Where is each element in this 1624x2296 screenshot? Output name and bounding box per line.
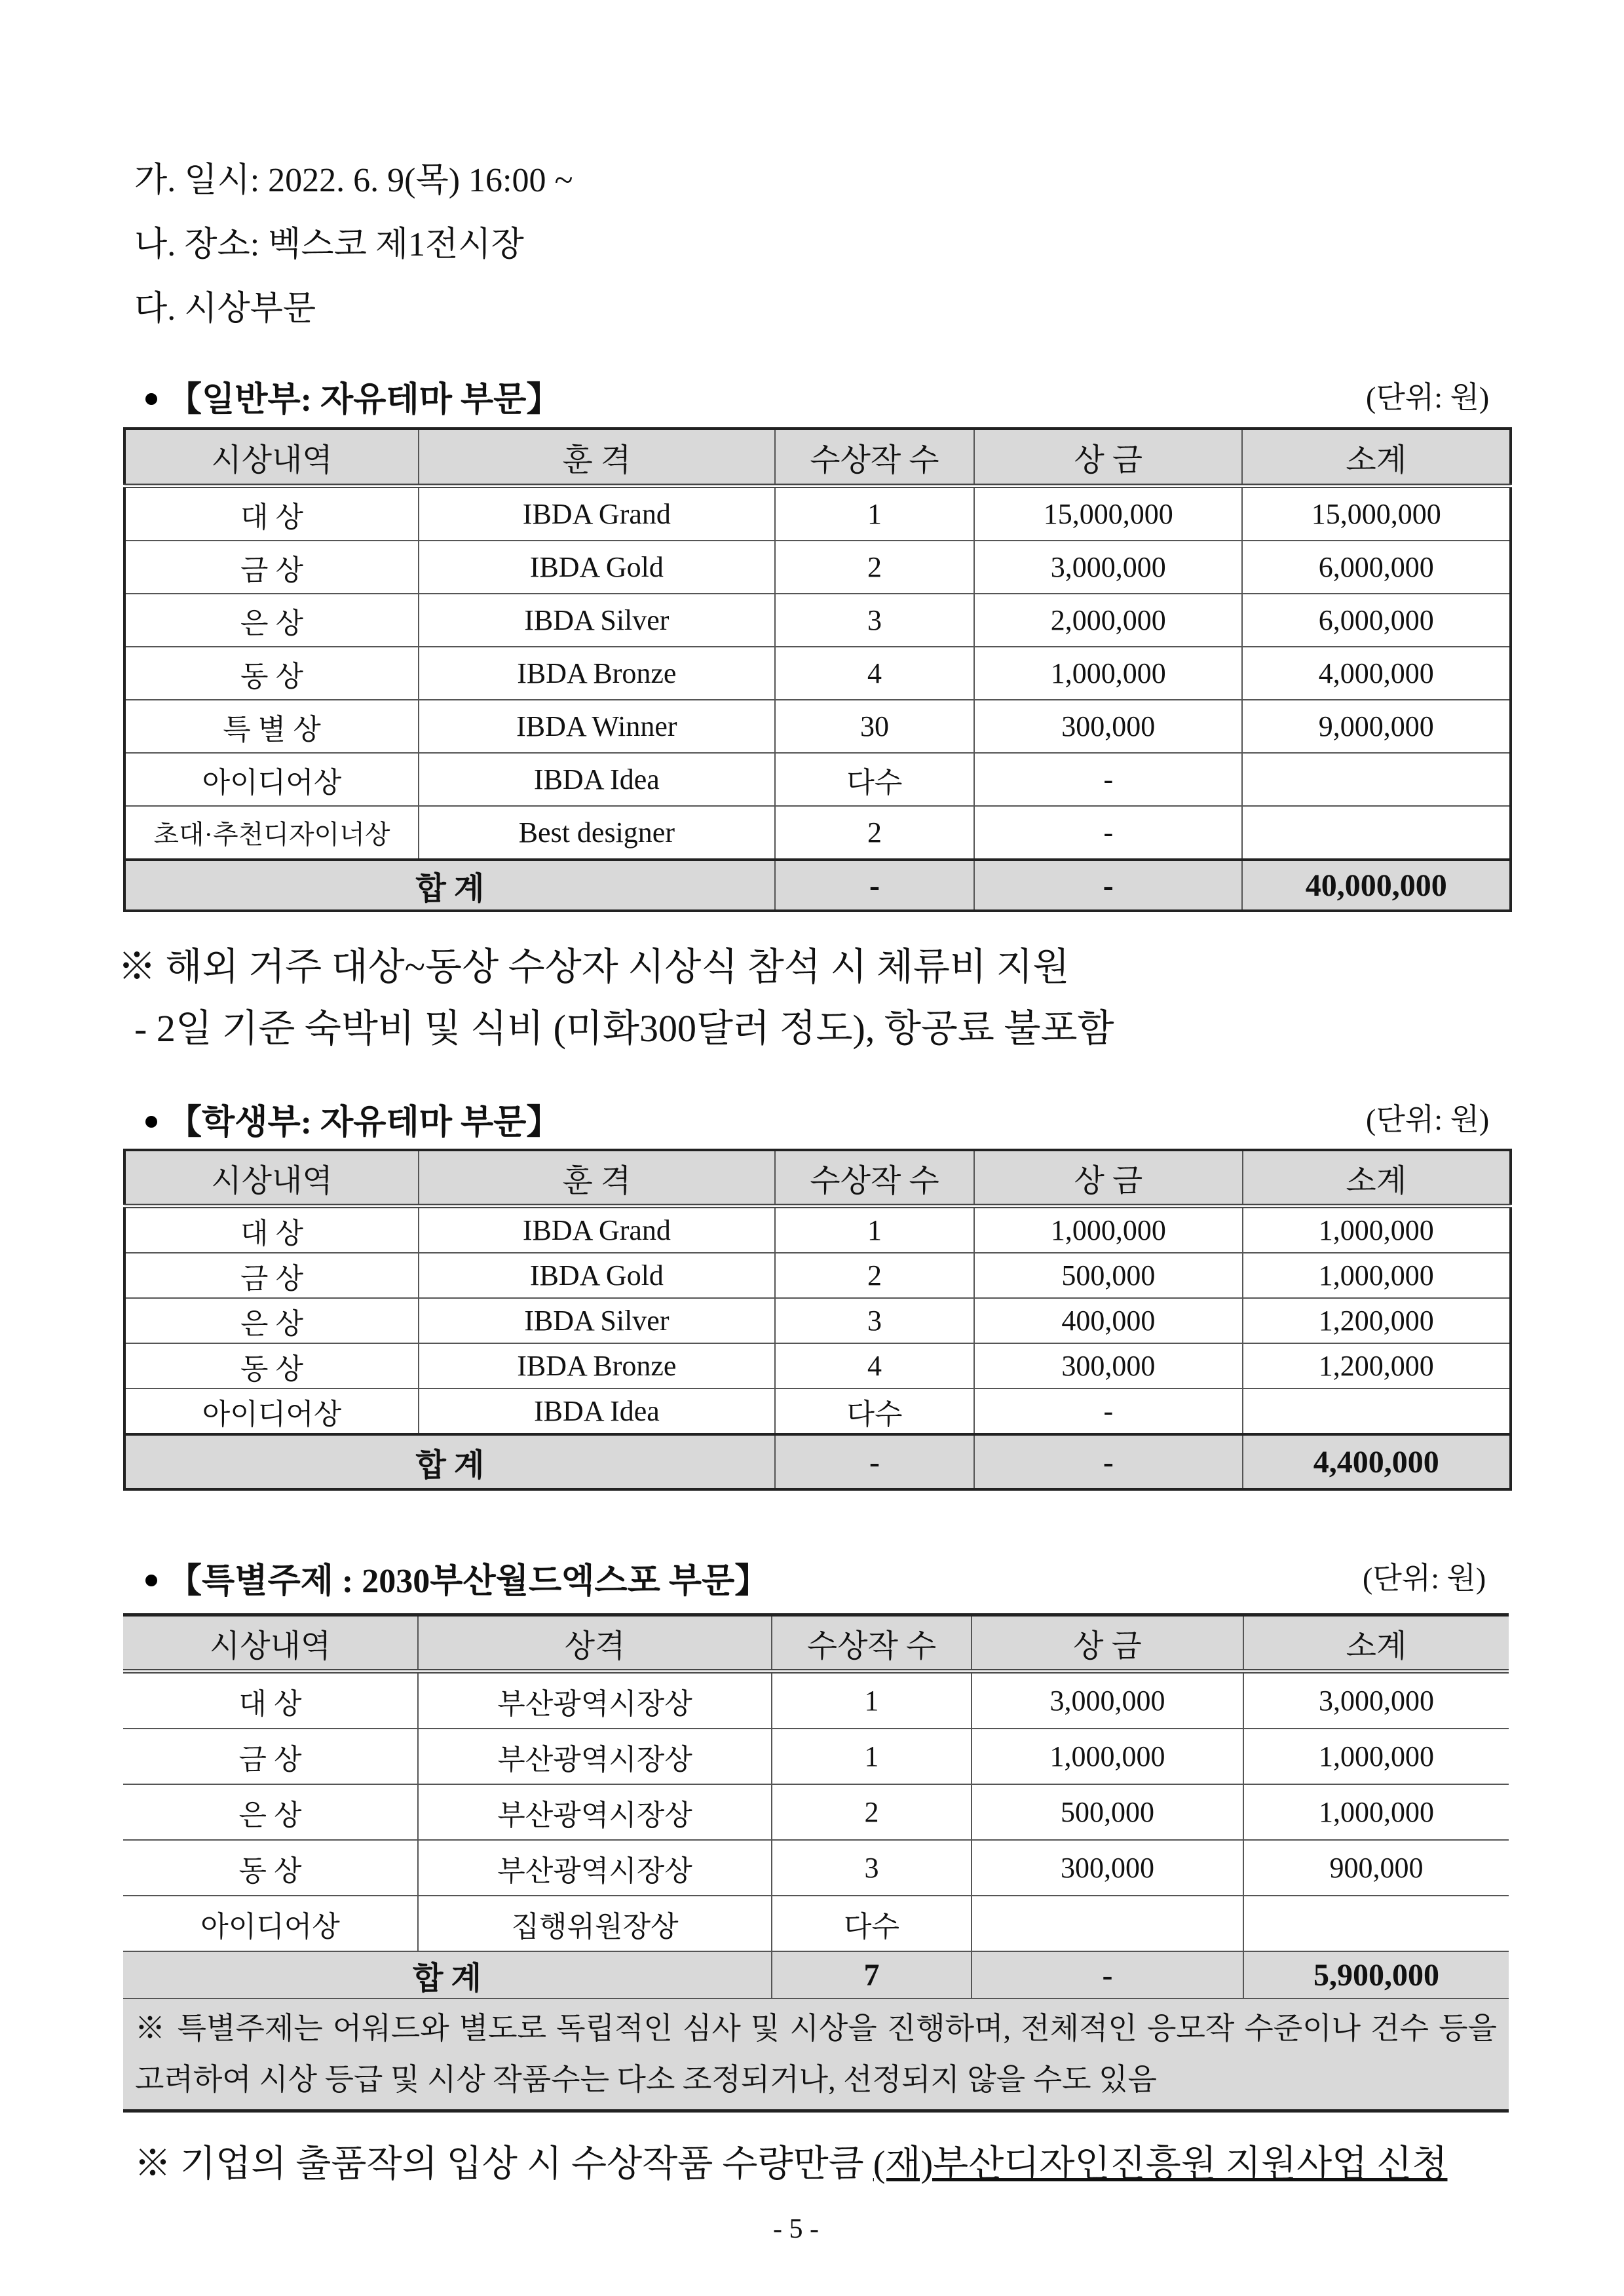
winner-count: 2 (775, 541, 974, 594)
header-cell: 상격 (418, 1615, 772, 1672)
prize-amount: 3,000,000 (972, 1672, 1243, 1729)
total-count: - (775, 1434, 974, 1489)
total-sum: 5,900,000 (1243, 1951, 1509, 1999)
total-count: - (775, 860, 974, 911)
winner-count: 다수 (775, 753, 974, 806)
table-row (124, 753, 1511, 806)
overseas-support-detail: - 2일 기준 숙박비 및 식비 (미화300달러 정도), 항공료 불포함 (134, 1007, 1114, 1050)
prize-amount: 1,000,000 (974, 1206, 1242, 1253)
total-sum: 40,000,000 (1242, 860, 1511, 911)
subtotal: 1,000,000 (1243, 1206, 1511, 1253)
prize-amount: 400,000 (974, 1298, 1242, 1343)
prize-amount: - (974, 806, 1242, 860)
prize-amount: 500,000 (972, 1784, 1243, 1840)
winner-count: 2 (772, 1784, 972, 1840)
table-row (123, 1784, 1509, 1840)
award-name: 대 상 (124, 1206, 419, 1253)
subtotal: 900,000 (1243, 1840, 1509, 1896)
total-row (124, 1434, 1511, 1489)
prize-amount: - (974, 1388, 1242, 1434)
bullet-icon (145, 393, 157, 405)
award-name: 은 상 (123, 1784, 418, 1840)
subtotal: 9,000,000 (1242, 700, 1511, 753)
subtotal: 1,000,000 (1243, 1729, 1509, 1784)
subtotal: 1,000,000 (1243, 1784, 1509, 1840)
subtotal: 3,000,000 (1243, 1672, 1509, 1729)
subtotal: 1,000,000 (1243, 1253, 1511, 1298)
table-row (124, 594, 1511, 647)
table-row (124, 1253, 1511, 1298)
total-sum: 4,400,000 (1243, 1434, 1511, 1489)
bullet-icon (145, 1575, 157, 1586)
winner-count: 4 (775, 647, 974, 700)
header-cell: 수상작 수 (775, 429, 974, 486)
total-row (124, 860, 1511, 911)
prize-amount: 2,000,000 (974, 594, 1242, 647)
prize-amount: 500,000 (974, 1253, 1242, 1298)
table-row (123, 1729, 1509, 1784)
unit-label: (단위: 원) (1366, 381, 1490, 414)
table-row (124, 486, 1511, 541)
general-section-title: 【일반부: 자유테마 부문】 (145, 372, 560, 421)
prize-amount: - (974, 753, 1242, 806)
award-name: 대 상 (124, 486, 419, 541)
total-count: 7 (772, 1951, 972, 1999)
award-title: IBDA Idea (419, 753, 775, 806)
award-name: 아이디어상 (123, 1896, 418, 1951)
unit-label: (단위: 원) (1363, 1561, 1486, 1595)
subtotal: 6,000,000 (1242, 594, 1511, 647)
prize-amount: 1,000,000 (972, 1729, 1243, 1784)
event-place: 나. 장소: 벡스코 제1전시장 (134, 226, 524, 263)
general-award-table (123, 427, 1512, 912)
winner-count: 4 (775, 1343, 974, 1388)
award-category-heading: 다. 시상부문 (134, 290, 316, 328)
header-cell: 훈 격 (419, 1150, 775, 1206)
table-row (124, 541, 1511, 594)
special-note: ※ 특별주제는 어워드와 별도로 독립적인 심사 및 시상을 진행하며, 전체적인 응모작 수준이나 건수 등을 고려하여 시상 등급 및 시상 작품수는 다소 조정되거나, 선정되지 않을 수도 있음 (123, 1999, 1509, 2111)
prize-amount: 300,000 (972, 1840, 1243, 1896)
subtotal: 1,200,000 (1243, 1298, 1511, 1343)
award-title: 부산광역시장상 (418, 1784, 772, 1840)
award-name: 아이디어상 (124, 753, 419, 806)
award-title: 부산광역시장상 (418, 1840, 772, 1896)
total-prize: - (974, 860, 1242, 911)
table-header-row (123, 1615, 1509, 1672)
support-program-link-text: (재)부산디자인진흥원 지원사업 신청 (873, 2144, 1448, 2185)
header-cell: 수상작 수 (772, 1615, 972, 1672)
award-title: IBDA Winner (419, 700, 775, 753)
header-cell: 시상내역 (124, 1150, 419, 1206)
table-row (124, 1388, 1511, 1434)
header-cell: 상 금 (974, 1150, 1242, 1206)
header-cell: 상 금 (972, 1615, 1243, 1672)
table-row (124, 647, 1511, 700)
award-title: IBDA Bronze (419, 1343, 775, 1388)
award-title: IBDA Gold (419, 1253, 775, 1298)
award-title: IBDA Bronze (419, 647, 775, 700)
student-award-table (123, 1149, 1512, 1491)
unit-label: (단위: 원) (1366, 1103, 1490, 1136)
award-title: IBDA Silver (419, 594, 775, 647)
award-name: 은 상 (124, 1298, 419, 1343)
page-number: - 5 - (773, 2214, 819, 2244)
special-note-row (123, 1999, 1509, 2111)
subtotal (1243, 1388, 1511, 1434)
award-name: 금 상 (124, 541, 419, 594)
winner-count: 3 (775, 594, 974, 647)
subtotal: 1,200,000 (1243, 1343, 1511, 1388)
table-row (123, 1896, 1509, 1951)
award-name: 금 상 (124, 1253, 419, 1298)
award-title: Best designer (419, 806, 775, 860)
subtotal: 6,000,000 (1242, 541, 1511, 594)
winner-count: 1 (772, 1672, 972, 1729)
header-cell: 시상내역 (123, 1615, 418, 1672)
student-section-title: 【학생부: 자유테마 부문】 (145, 1094, 560, 1143)
subtotal (1242, 753, 1511, 806)
prize-amount: 3,000,000 (974, 541, 1242, 594)
subtotal: 15,000,000 (1242, 486, 1511, 541)
prize-amount: 300,000 (974, 1343, 1242, 1388)
table-row (124, 806, 1511, 860)
total-label: 합 계 (123, 1951, 772, 1999)
award-title: IBDA Gold (419, 541, 775, 594)
header-cell: 소계 (1243, 1615, 1509, 1672)
total-prize: - (972, 1951, 1243, 1999)
subtotal (1243, 1896, 1509, 1951)
table-header-row (124, 429, 1511, 486)
winner-count: 3 (775, 1298, 974, 1343)
award-name: 대 상 (123, 1672, 418, 1729)
special-section-title: 【특별주제 : 2030부산월드엑스포 부문】 (145, 1553, 768, 1602)
table-row (124, 1298, 1511, 1343)
total-row (123, 1951, 1509, 1999)
overseas-support-notice: ※ 해외 거주 대상~동상 수상자 시상식 참석 시 체류비 지원 (118, 946, 1070, 988)
total-label: 합 계 (124, 1434, 775, 1489)
table-row (124, 1206, 1511, 1253)
header-cell: 수상작 수 (775, 1150, 974, 1206)
total-label: 합 계 (124, 860, 775, 911)
table-row (123, 1840, 1509, 1896)
winner-count: 2 (775, 806, 974, 860)
bottom-note (134, 2135, 1447, 2187)
award-name: 동 상 (124, 1343, 419, 1388)
award-name: 동 상 (124, 647, 419, 700)
header-cell: 상 금 (974, 429, 1242, 486)
prize-amount (972, 1896, 1243, 1951)
winner-count: 다수 (775, 1388, 974, 1434)
header-cell: 소계 (1242, 429, 1511, 486)
award-title: 부산광역시장상 (418, 1729, 772, 1784)
winner-count: 1 (775, 1206, 974, 1253)
award-name: 은 상 (124, 594, 419, 647)
prize-amount: 15,000,000 (974, 486, 1242, 541)
award-title: IBDA Silver (419, 1298, 775, 1343)
award-name: 특 별 상 (124, 700, 419, 753)
winner-count: 1 (775, 486, 974, 541)
winner-count: 30 (775, 700, 974, 753)
header-cell: 훈 격 (419, 429, 775, 486)
prize-amount: 300,000 (974, 700, 1242, 753)
winner-count: 1 (772, 1729, 972, 1784)
winner-count: 2 (775, 1253, 974, 1298)
table-row (124, 1343, 1511, 1388)
winner-count: 3 (772, 1840, 972, 1896)
award-title: 부산광역시장상 (418, 1672, 772, 1729)
award-title: IBDA Grand (419, 1206, 775, 1253)
subtotal (1242, 806, 1511, 860)
award-name: 초대·추천디자이너상 (124, 806, 419, 860)
award-title: IBDA Grand (419, 486, 775, 541)
event-date: 가. 일시: 2022. 6. 9(목) 16:00 ~ (134, 162, 573, 199)
table-header-row (124, 1150, 1511, 1206)
award-name: 아이디어상 (124, 1388, 419, 1434)
special-award-table (123, 1613, 1509, 2113)
table-row (124, 700, 1511, 753)
total-prize: - (974, 1434, 1242, 1489)
bullet-icon (145, 1116, 157, 1128)
header-cell: 시상내역 (124, 429, 419, 486)
award-title: IBDA Idea (419, 1388, 775, 1434)
header-cell: 소계 (1243, 1150, 1511, 1206)
prize-amount: 1,000,000 (974, 647, 1242, 700)
award-name: 금 상 (123, 1729, 418, 1784)
award-name: 동 상 (123, 1840, 418, 1896)
winner-count: 다수 (772, 1896, 972, 1951)
table-row (123, 1672, 1509, 1729)
bottom-note-text: ※ 기업의 출품작의 입상 시 수상작품 수량만큼 (134, 2144, 873, 2185)
award-title: 집행위원장상 (418, 1896, 772, 1951)
subtotal: 4,000,000 (1242, 647, 1511, 700)
